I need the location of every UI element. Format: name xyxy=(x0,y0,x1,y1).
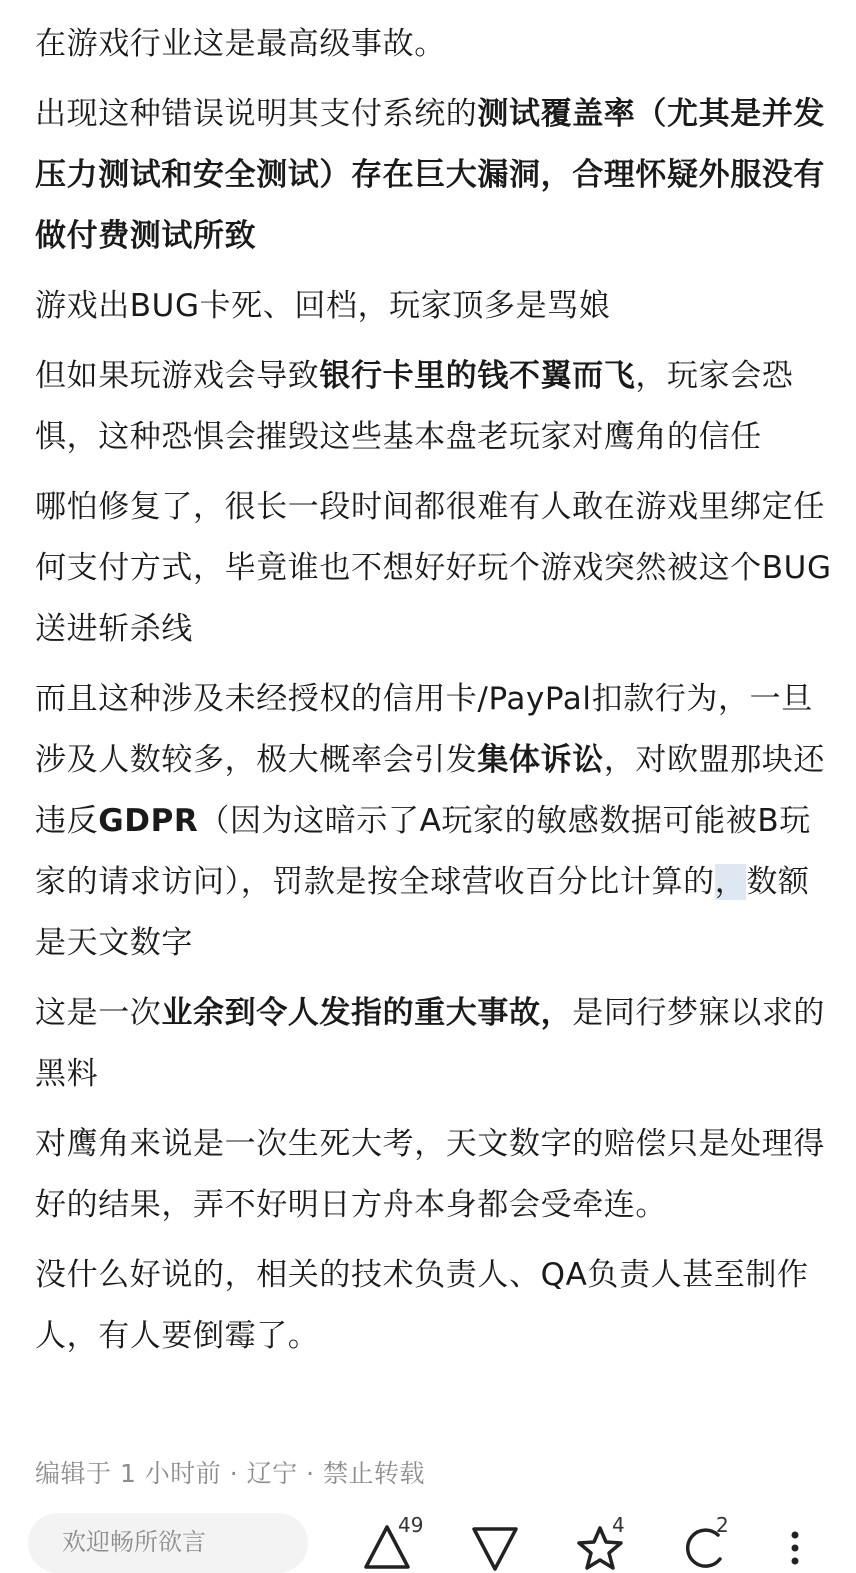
favorite-count: 4 xyxy=(612,1513,625,1537)
text-run: 在游戏行业这是最高级事故。 xyxy=(35,26,446,62)
answer-paragraph xyxy=(35,669,835,974)
text-run: 出现这种错误说明其支付系统的 xyxy=(35,96,478,132)
text-run: （因为这暗示了A玩家的敏感数据可能被B玩家的请求访问），罚款是按全球营收百分比计算的 xyxy=(35,803,811,900)
answer-paragraph xyxy=(35,346,835,468)
text-run: ，对欧盟那块还违反 xyxy=(35,742,826,839)
bold-text: 测试覆盖率（尤其是并发压力测试和安全测试）存在巨大漏洞，合理怀疑外服没有做付费测试所致 xyxy=(35,96,826,254)
answer-paragraph xyxy=(35,84,835,267)
answer-paragraph xyxy=(35,14,835,75)
text-run: 对鹰角来说是一次生死大考，天文数字的赔偿只是处理得好的结果，弄不好明日方舟本身都会受牵连。 xyxy=(35,1126,825,1223)
text-run: 这是一次 xyxy=(35,995,162,1031)
text-run: 但如果玩游戏会导致 xyxy=(35,358,320,394)
bold-text: 业余到令人发指的重大事故， xyxy=(161,995,573,1031)
text-run: ， xyxy=(714,864,747,900)
answer-body xyxy=(35,14,835,1376)
downvote-button[interactable] xyxy=(470,1515,530,1571)
upvote-button[interactable] xyxy=(362,1515,422,1571)
comment-input[interactable]: 欢迎畅所欲言 xyxy=(28,1513,308,1573)
text-run: 数额是天文数字 xyxy=(35,864,810,961)
answer-paragraph xyxy=(35,477,835,660)
edit-meta: 编辑于 1 小时前 · 辽宁 · 禁止转载 xyxy=(35,1459,425,1488)
bold-text: 银行卡里的钱不翼而飞 xyxy=(319,358,636,394)
answer-paragraph xyxy=(35,1245,835,1367)
comment-button[interactable] xyxy=(680,1515,740,1571)
upvote-count: 49 xyxy=(398,1513,424,1537)
comment-count: 2 xyxy=(716,1513,729,1537)
text-run: 没什么好说的，相关的技术负责人、QA负责人甚至制作人，有人要倒霉了。 xyxy=(35,1257,809,1354)
answer-paragraph xyxy=(35,276,835,337)
downvote-icon xyxy=(470,1523,520,1573)
text-run: ，玩家会恐惧，这种恐惧会摧毁这些基本盘老玩家对鹰角的信任 xyxy=(35,358,794,455)
more-button[interactable] xyxy=(780,1515,810,1571)
text-run: 而且这种涉及未经授权的信用卡/PayPal扣款行为，一旦涉及人数较多，极大概率会引发 xyxy=(35,681,813,778)
favorite-button[interactable] xyxy=(575,1515,635,1571)
bottom-action-bar xyxy=(0,1505,856,1564)
text-run: 游戏出BUG卡死、回档，玩家顶多是骂娘 xyxy=(35,288,611,324)
text-run: 是同行梦寐以求的黑料 xyxy=(35,995,826,1092)
text-run: 哪怕修复了，很长一段时间都很难有人敢在游戏里绑定任何支付方式，毕竟谁也不想好好玩个游戏突然被这个BUG送进斩杀线 xyxy=(35,489,832,647)
bold-text: GDPR xyxy=(98,803,199,839)
bold-text: 集体诉讼 xyxy=(477,742,604,778)
more-icon xyxy=(780,1523,810,1573)
answer-paragraph xyxy=(35,983,835,1105)
answer-paragraph xyxy=(35,1114,835,1236)
